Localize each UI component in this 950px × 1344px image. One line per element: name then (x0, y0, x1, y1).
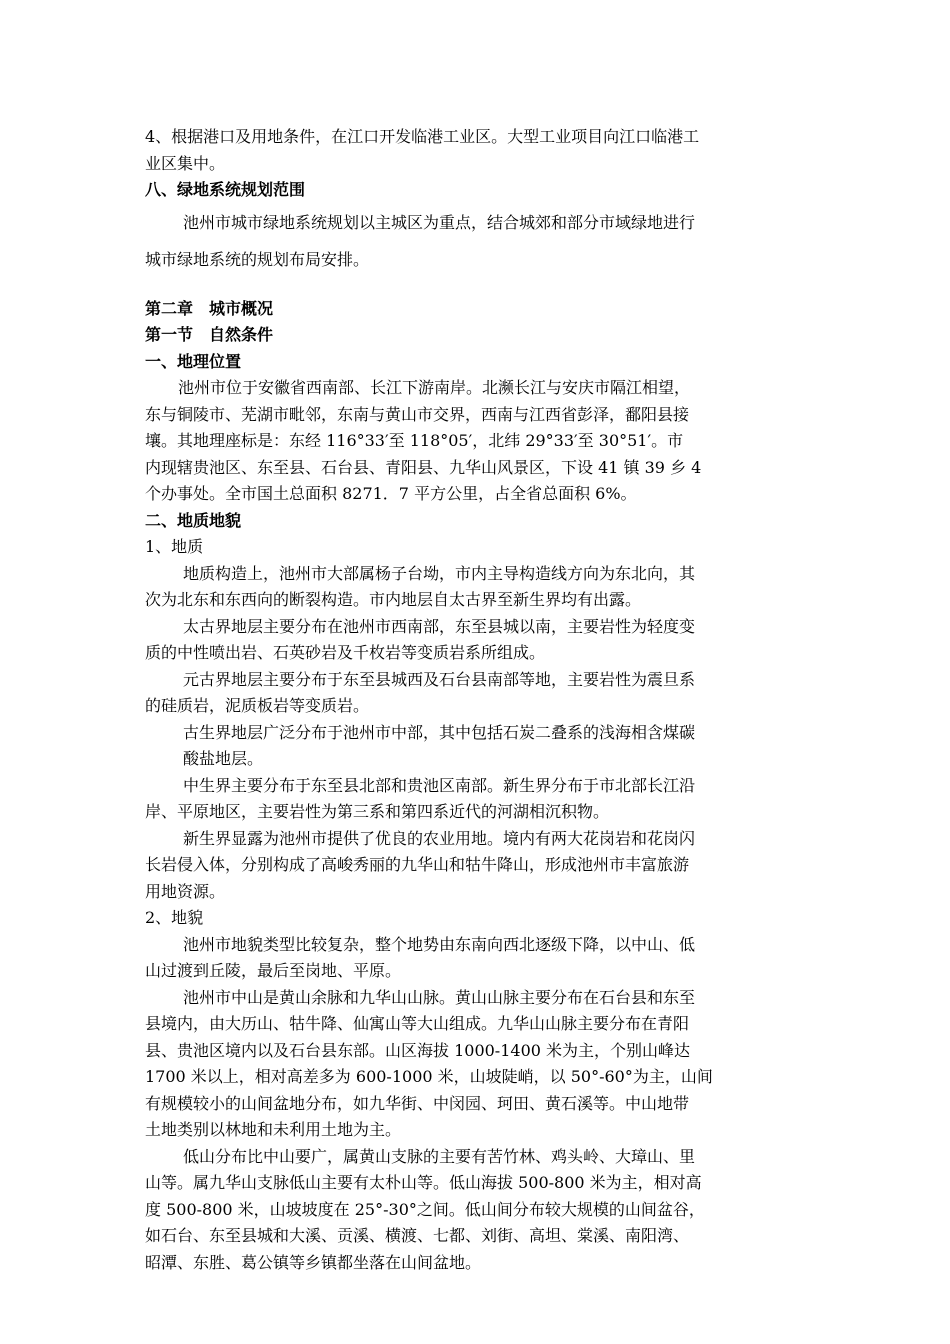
body-line: 1700 米以上，相对高差多为 600-1000 米，山坡陡峭，以 50°-60°为主，山间 (145, 1067, 713, 1086)
body-line: 元古界地层主要分布于东至县城西及石台县南部等地，主要岩性为震旦系 (183, 669, 696, 689)
document-body (145, 124, 810, 1276)
body-line: 的硅质岩，泥质板岩等变质岩。 (145, 696, 370, 715)
chapter-heading: 第二章 城市概况 (145, 298, 274, 318)
body-line: 长岩侵入体，分别构成了高峻秀丽的九华山和牯牛降山，形成池州市丰富旅游 (145, 855, 690, 874)
item-heading: 1、地质 (145, 537, 204, 556)
body-line: 中生界主要分布于东至县北部和贵池区南部。新生界分布于市北部长江沿 (183, 775, 696, 795)
body-line: 新生界显露为池州市提供了优良的农业用地。境内有两大花岗岩和花岗闪 (183, 828, 696, 848)
body-line: 池州市城市绿地系统规划以主城区为重点，结合城郊和部分市域绿地进行 (183, 212, 696, 232)
body-line: 池州市中山是黄山余脉和九华山山脉。黄山山脉主要分布在石台县和东至 (183, 987, 696, 1007)
body-line: 有规模较小的山间盆地分布，如九华街、中闵园、珂田、黄石溪等。中山地带 (145, 1093, 690, 1113)
body-line: 用地资源。 (145, 881, 226, 901)
body-line: 岸、平原地区，主要岩性为第三系和第四系近代的河湖相沉积物。 (145, 802, 610, 821)
body-line: 业区集中。 (145, 153, 226, 173)
body-line: 地质构造上，池州市大部属杨子台坳，市内主导构造线方向为东北向，其 (183, 563, 696, 583)
spacer (145, 278, 810, 296)
body-line: 古生界地层广泛分布于池州市中部，其中包括石炭二叠系的浅海相含煤碳 (183, 722, 696, 742)
body-line: 池州市位于安徽省西南部、长江下游南岸。北濒长江与安庆市隔江相望， (178, 378, 691, 397)
body-line: 次为北东和东西向的断裂构造。市内地层自太古界至新生界均有出露。 (145, 590, 642, 609)
body-line: 壤。其地理座标是：东经 116°33′至 118°05′，北纬 29°33′至 30°51′。市 (145, 431, 684, 450)
body-line: 低山分布比中山要广，属黄山支脉的主要有苦竹林、鸡头岭、大璋山、里 (183, 1146, 696, 1166)
body-line: 城市绿地系统的规划布局安排。 (145, 249, 370, 269)
body-line: 酸盐地层。 (183, 749, 264, 768)
section-heading: 八、绿地系统规划范围 (145, 180, 306, 199)
body-line: 内现辖贵池区、东至县、石台县、青阳县、九华山风景区，下设 41 镇 39 乡 4 (145, 457, 702, 477)
body-line: 东与铜陵市、芜湖市毗邻，东南与黄山市交界，西南与江西省彭泽，鄱阳县接 (145, 404, 690, 424)
body-line: 山过渡到丘陵，最后至岗地、平原。 (145, 961, 402, 980)
body-line: 昭潭、东胜、葛公镇等乡镇都坐落在山间盆地。 (145, 1252, 482, 1272)
body-line: 太古界地层主要分布在池州市西南部，东至县城以南，主要岩性为轻度变 (183, 616, 696, 636)
body-line: 土地类别以林地和未利用土地为主。 (145, 1120, 402, 1139)
body-line: 县、贵池区境内以及石台县东部。山区海拔 1000-1400 米为主，个别山峰达 (145, 1040, 691, 1060)
body-line: 池州市地貌类型比较复杂，整个地势由东南向西北逐级下降，以中山、低 (183, 934, 696, 954)
section-heading: 第一节 自然条件 (145, 325, 274, 344)
item-heading: 2、地貌 (145, 908, 204, 927)
body-line: 山等。属九华山支脉低山主要有太朴山等。低山海拔 500-800 米为主，相对高 (145, 1173, 702, 1192)
body-line: 如石台、东至县城和大溪、贡溪、横渡、七都、刘街、高坦、棠溪、南阳湾、 (145, 1226, 690, 1245)
body-line: 个办事处。全市国土总面积 8271．7 平方公里，占全省总面积 6%。 (145, 484, 637, 503)
body-line: 4、根据港口及用地条件，在江口开发临港工业区。大型工业项目向江口临港工 (145, 127, 700, 146)
subsection-heading: 一、地理位置 (145, 351, 242, 371)
body-line: 质的中性喷出岩、石英砂岩及千枚岩等变质岩系所组成。 (145, 643, 546, 662)
body-line: 县境内，由大历山、牯牛降、仙寓山等大山组成。九华山山脉主要分布在青阳 (145, 1014, 690, 1033)
body-line: 度 500-800 米，山坡坡度在 25°-30°之间。低山间分布较大规模的山间盆谷， (145, 1199, 705, 1219)
subsection-heading: 二、地质地貌 (145, 510, 242, 530)
